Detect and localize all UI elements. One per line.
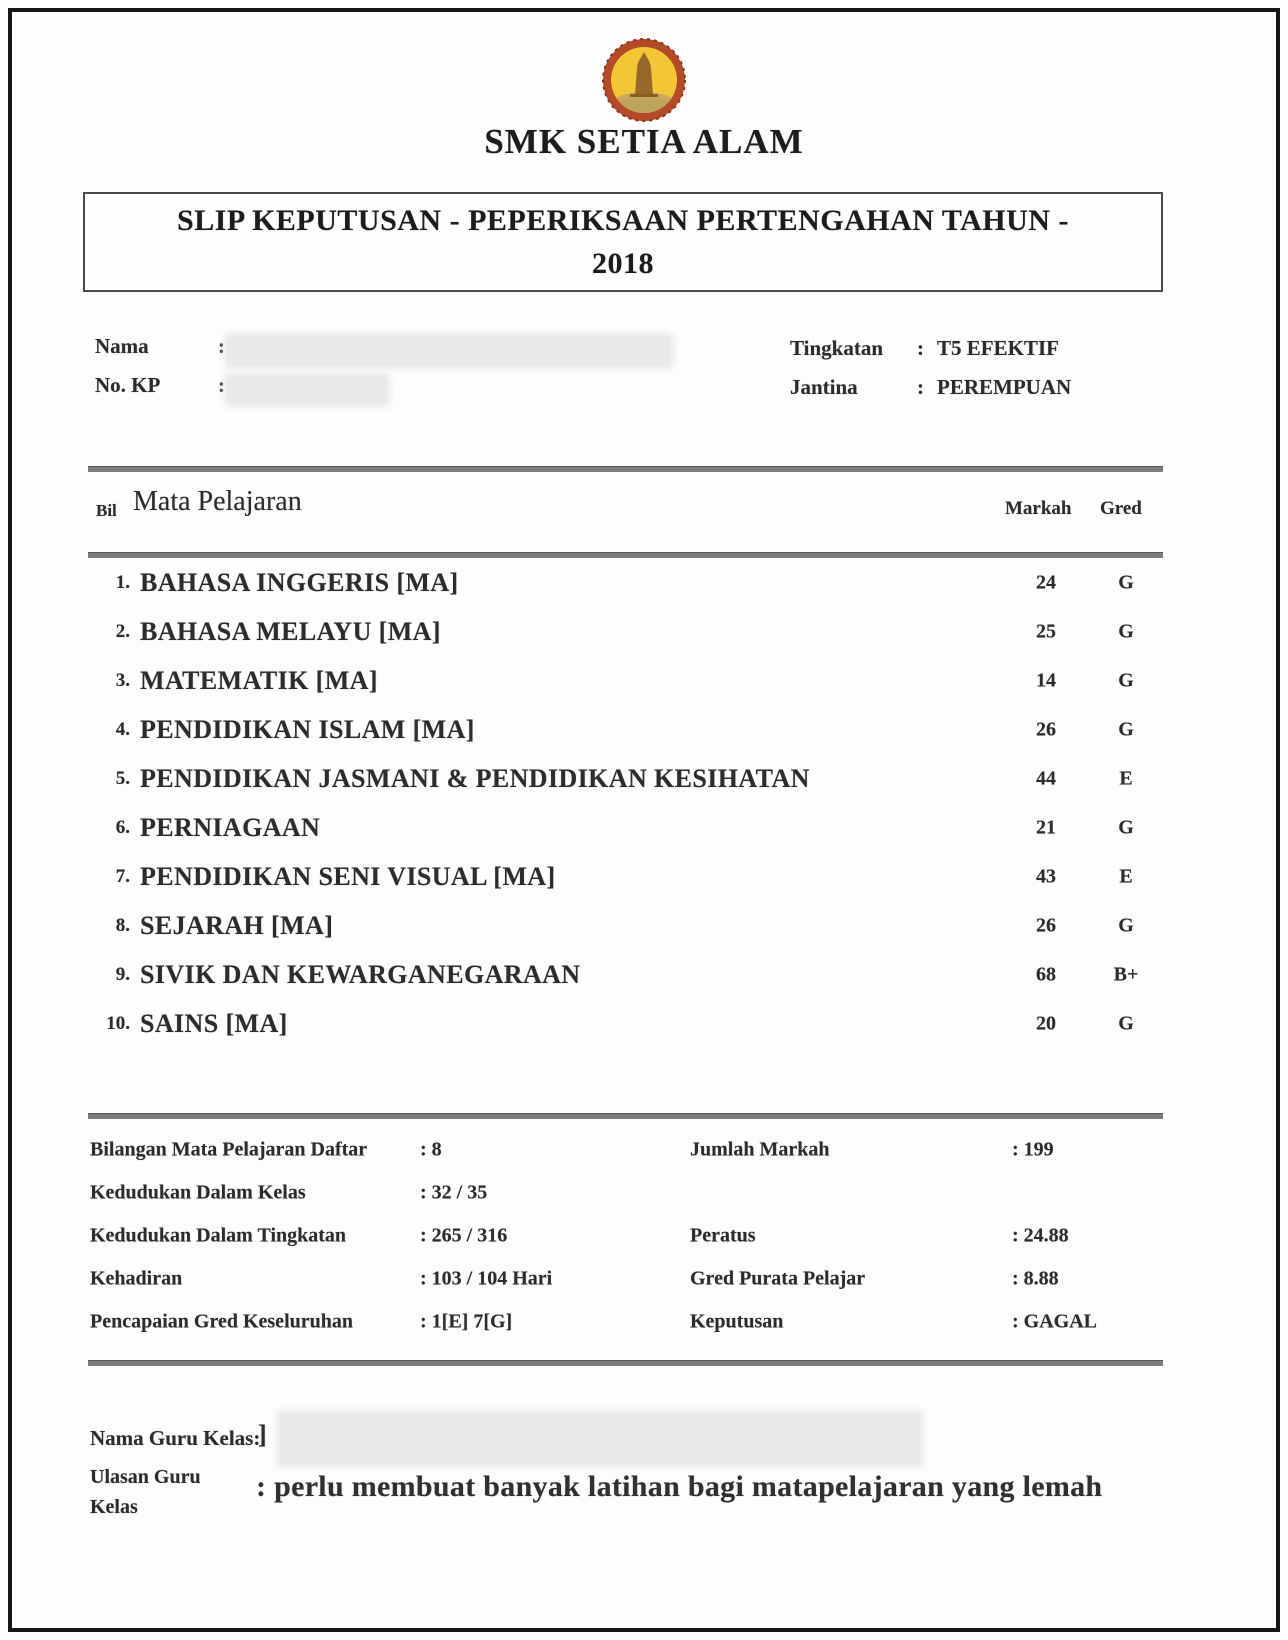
subject-mark: 43 [1036, 865, 1056, 887]
row-number: 6. [115, 816, 130, 838]
summary-label: Kedudukan Dalam Tingkatan [90, 1224, 347, 1246]
row-number: 7. [115, 865, 130, 887]
summary-row [0, 1128, 1288, 1171]
subject-mark: 26 [1036, 914, 1056, 936]
subject-name: BAHASA INGGERIS [MA] [140, 567, 459, 597]
subject-mark: 21 [1036, 816, 1056, 838]
name-label: Nama [95, 334, 149, 358]
divider-summary-bottom [88, 1360, 1163, 1366]
teacher-comment-label [90, 1462, 201, 1522]
table-row [0, 705, 1288, 754]
summary-label: Kehadiran [90, 1267, 183, 1289]
subject-grade: G [1118, 718, 1134, 740]
subject-name: BAHASA MELAYU [MA] [140, 616, 441, 646]
table-row [0, 607, 1288, 656]
row-number: 3. [115, 669, 130, 691]
subject-mark: 44 [1036, 767, 1056, 789]
form-label: Tingkatan [790, 336, 883, 360]
summary-value: : 1[E] 7[G] [420, 1310, 513, 1332]
table-row [0, 901, 1288, 950]
class-teacher-label: Nama Guru Kelas: [90, 1426, 261, 1450]
teacher-comment-text: : perlu membuat banyak latihan bagi matapelajaran yang lemah [256, 1470, 1103, 1503]
column-header-gred: Gred [1100, 498, 1142, 519]
table-row [0, 754, 1288, 803]
divider-top [88, 466, 1163, 472]
subject-grade: G [1118, 816, 1134, 838]
summary-row [0, 1300, 1288, 1343]
subject-name: SEJARAH [MA] [140, 910, 334, 940]
subject-mark: 25 [1036, 620, 1056, 642]
divider-table-bottom [88, 1113, 1163, 1119]
subject-grade: G [1118, 669, 1134, 691]
summary-value: : 103 / 104 Hari [420, 1267, 553, 1289]
subject-mark: 20 [1036, 1012, 1056, 1034]
summary-label: Kedudukan Dalam Kelas [90, 1181, 306, 1203]
summary-label: Bilangan Mata Pelajaran Daftar [90, 1138, 368, 1160]
summary-label: Gred Purata Pelajar [690, 1267, 866, 1289]
redacted-teacher-name [280, 1414, 920, 1464]
summary-value: : 265 / 316 [420, 1224, 508, 1246]
subject-mark: 14 [1036, 669, 1056, 691]
subject-grade: G [1118, 914, 1134, 936]
gender-colon: : [917, 375, 924, 399]
summary-value: : 8.88 [1012, 1267, 1059, 1289]
summary-value: : 8 [420, 1138, 442, 1160]
summary-value: : 199 [1012, 1138, 1054, 1160]
redacted-name-remnant: ] [258, 1420, 267, 1449]
subject-grade: B+ [1113, 963, 1139, 985]
school-crest-icon [600, 36, 688, 124]
report-title-line1: SLIP KEPUTUSAN - PEPERIKSAAN PERTENGAHAN TAHUN - [177, 204, 1069, 237]
summary-row [0, 1214, 1288, 1257]
subject-name: MATEMATIK [MA] [140, 665, 378, 695]
table-row [0, 852, 1288, 901]
gender-label: Jantina [790, 375, 858, 399]
subject-name: PENDIDIKAN JASMANI & PENDIDIKAN KESIHATAN [140, 763, 810, 793]
summary-label: Pencapaian Gred Keseluruhan [90, 1310, 353, 1332]
summary-label: Peratus [690, 1224, 756, 1246]
ic-number-label: No. KP [95, 373, 161, 397]
ic-number-colon: : [218, 373, 225, 397]
teacher-comment-label-line1: Ulasan Guru [90, 1466, 201, 1488]
row-number: 9. [115, 963, 130, 985]
subject-name: SAINS [MA] [140, 1008, 288, 1038]
report-title-line2: 2018 [592, 247, 654, 280]
summary-label: Jumlah Markah [690, 1138, 830, 1160]
subject-grade: G [1118, 1012, 1134, 1034]
row-number: 10. [106, 1012, 130, 1034]
subject-name: SIVIK DAN KEWARGANEGARAAN [140, 959, 581, 989]
teacher-comment-label-line2: Kelas [90, 1496, 138, 1518]
subject-name: PENDIDIKAN SENI VISUAL [MA] [140, 861, 556, 891]
form-value: T5 EFEKTIF [937, 336, 1059, 360]
column-header-subject: Mata Pelajaran [133, 486, 302, 517]
gender-value: PEREMPUAN [937, 375, 1072, 399]
subject-grade: G [1118, 571, 1134, 593]
subject-mark: 26 [1036, 718, 1056, 740]
subject-grade: E [1119, 767, 1133, 789]
redacted-student-name [228, 337, 670, 365]
subject-grade: G [1118, 620, 1134, 642]
subject-name: PENDIDIKAN ISLAM [MA] [140, 714, 475, 744]
summary-value: : GAGAL [1012, 1310, 1097, 1332]
summary-row [0, 1171, 1288, 1214]
subject-mark: 68 [1036, 963, 1056, 985]
form-colon: : [917, 336, 924, 360]
table-row [0, 656, 1288, 705]
subject-mark: 24 [1036, 571, 1056, 593]
summary-value: : 24.88 [1012, 1224, 1069, 1246]
row-number: 4. [115, 718, 130, 740]
column-header-markah: Markah [1005, 498, 1072, 519]
summary-label: Keputusan [690, 1310, 784, 1332]
row-number: 2. [115, 620, 130, 642]
row-number: 8. [115, 914, 130, 936]
table-row [0, 558, 1288, 607]
column-header-bil: Bil [96, 501, 117, 520]
summary-value: : 32 / 35 [420, 1181, 488, 1203]
name-colon: : [218, 334, 225, 358]
subjects-table [0, 558, 1288, 1048]
subject-grade: E [1119, 865, 1133, 887]
table-row [0, 999, 1288, 1048]
table-row [0, 950, 1288, 999]
table-row [0, 803, 1288, 852]
school-name: SMK SETIA ALAM [484, 122, 804, 161]
subject-name: PERNIAGAAN [140, 812, 321, 842]
summary-row [0, 1257, 1288, 1300]
report-title-box [83, 192, 1163, 292]
summary-section [0, 1128, 1288, 1343]
redacted-ic-number [228, 377, 386, 403]
row-number: 1. [115, 571, 130, 593]
row-number: 5. [115, 767, 130, 789]
